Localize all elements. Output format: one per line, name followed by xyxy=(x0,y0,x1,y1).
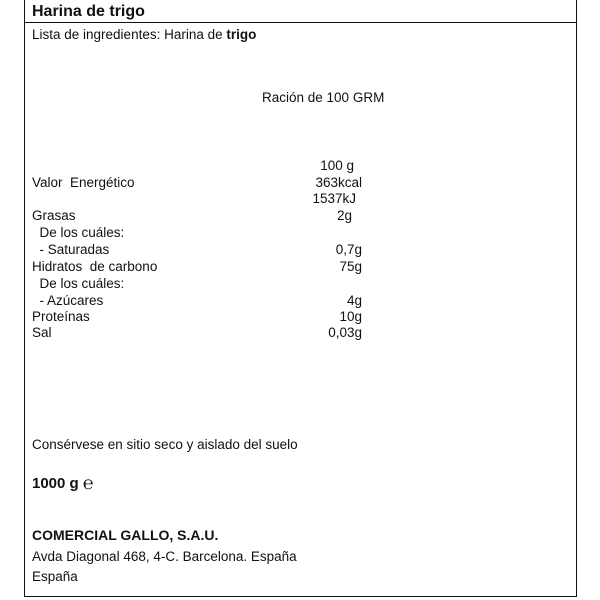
net-weight-value: 1000 g xyxy=(32,474,79,492)
nutrition-value: 2g xyxy=(336,208,352,223)
company-name: COMERCIAL GALLO, S.A.U. xyxy=(32,527,219,543)
company-address: Avda Diagonal 468, 4-C. Barcelona. España xyxy=(32,549,297,564)
nutrition-row xyxy=(32,276,362,293)
nutrition-row xyxy=(32,225,362,242)
nutrition-value: 10g xyxy=(339,309,362,324)
net-weight xyxy=(32,474,94,492)
nutrition-header-row xyxy=(32,158,362,175)
nutrition-label: Proteínas xyxy=(32,309,90,324)
nutrition-row xyxy=(32,175,362,192)
nutrition-label: Hidratos de carbono xyxy=(32,259,158,274)
nutrition-value: 0,03g xyxy=(328,325,362,340)
serving-size: Ración de 100 GRM xyxy=(262,90,385,105)
nutrition-value: 4g xyxy=(346,293,362,308)
nutrition-label: De los cuáles: xyxy=(32,225,125,240)
nutrition-label: Sal xyxy=(32,325,52,340)
nutrition-row xyxy=(32,309,362,326)
ingredients-prefix: Lista de ingredientes: Harina de xyxy=(32,27,227,42)
nutrition-row xyxy=(32,242,362,259)
product-title: Harina de trigo xyxy=(32,3,145,20)
nutrition-value: 1537kJ xyxy=(312,191,356,206)
storage-instructions: Consérvese en sitio seco y aislado del suelo xyxy=(32,437,298,452)
title-divider xyxy=(24,22,577,23)
nutrition-row xyxy=(32,325,362,342)
ingredients-list xyxy=(32,27,256,42)
nutrition-header-value: 100 g xyxy=(320,158,354,173)
nutrition-label: Valor Energético xyxy=(32,175,135,190)
nutrition-row xyxy=(32,208,362,225)
nutrition-row xyxy=(32,293,362,310)
nutrition-label: - Saturadas xyxy=(32,242,110,257)
nutrition-label: Grasas xyxy=(32,208,76,223)
nutrition-label: De los cuáles: xyxy=(32,276,125,291)
ingredients-allergen: trigo xyxy=(226,27,257,42)
company-country: España xyxy=(32,569,78,584)
nutrition-value: 363kcal xyxy=(315,175,362,190)
nutrition-value: 0,7g xyxy=(335,242,362,257)
nutrition-label: - Azúcares xyxy=(32,293,104,308)
e-mark-icon: ℮ xyxy=(82,473,94,493)
nutrition-value: 75g xyxy=(339,259,362,274)
nutrition-row xyxy=(32,259,362,276)
nutrition-row xyxy=(32,191,362,208)
